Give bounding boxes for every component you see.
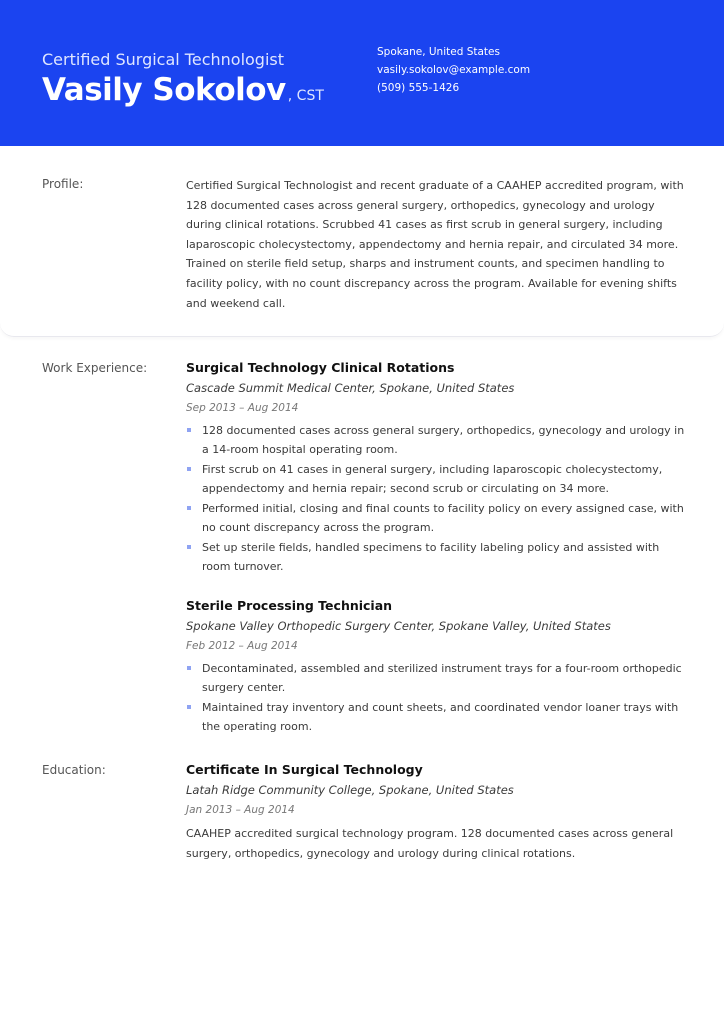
education-text: CAAHEP accredited surgical technology program. 128 documented cases across general surgery, orthopedics, gynecology and urology during clinical rotations. xyxy=(186,827,674,860)
education-label: Education: xyxy=(42,763,106,777)
job-bullets xyxy=(186,422,686,576)
education-section xyxy=(186,760,686,863)
bullet-square-icon xyxy=(187,666,191,670)
contact-block xyxy=(377,43,530,97)
work-label: Work Experience: xyxy=(42,361,148,375)
job-title: Sterile Processing Technician xyxy=(186,598,393,613)
bullet-square-icon xyxy=(187,428,191,432)
job-organization: Cascade Summit Medical Center, Spokane, United States xyxy=(186,381,515,395)
contact-phone[interactable]: (509) 555-1426 xyxy=(377,82,460,94)
list-item: Performed initial, closing and final counts to facility policy on every assigned case, with no count discrepancy across the program. xyxy=(186,500,686,537)
resume-header xyxy=(0,0,724,146)
job-organization: Spokane Valley Orthopedic Surgery Center, Spokane Valley, United States xyxy=(186,619,611,633)
education-dates: Jan 2013 – Aug 2014 xyxy=(186,804,295,816)
bullet-square-icon xyxy=(187,705,191,709)
school-name: Latah Ridge Community College, Spokane, United States xyxy=(186,783,514,797)
profile-section xyxy=(186,176,686,313)
bullet-square-icon xyxy=(187,467,191,471)
list-item: Set up sterile fields, handled specimens to facility labeling policy and assisted with room turnover. xyxy=(186,539,686,576)
work-section xyxy=(186,358,686,578)
bullet-square-icon xyxy=(187,506,191,510)
list-item: 128 documented cases across general surgery, orthopedics, gynecology and urology in a 14-room hospital operating room. xyxy=(186,422,686,459)
job-dates: Sep 2013 – Aug 2014 xyxy=(186,402,299,414)
section-divider xyxy=(0,322,724,337)
job-entry xyxy=(186,596,686,736)
job-bullets xyxy=(186,660,686,736)
bullet-square-icon xyxy=(187,545,191,549)
job-title: Surgical Technology Clinical Rotations xyxy=(186,360,455,375)
list-item: Maintained tray inventory and count sheets, and coordinated vendor loaner trays with the operating room. xyxy=(186,699,686,736)
job-subtitle: Certified Surgical Technologist xyxy=(42,50,285,69)
credential: , CST xyxy=(287,88,324,104)
job-entry xyxy=(186,358,686,576)
contact-location: Spokane, United States xyxy=(377,46,500,58)
job-dates: Feb 2012 – Aug 2014 xyxy=(186,640,298,652)
contact-email[interactable]: vasily.sokolov@example.com xyxy=(377,64,531,76)
list-item: Decontaminated, assembled and sterilized instrument trays for a four-room orthopedic surgery center. xyxy=(186,660,686,697)
name-line xyxy=(42,72,324,108)
profile-text: Certified Surgical Technologist and recent graduate of a CAAHEP accredited program, with 128 documented cases across general surgery, orthopedics, gynecology and urology during clinical rotations. Scrubbed 41 cases as first scrub in general surgery, including laparoscopic cholecystectomy, appendectomy and hernia repair, and circulated 34 more. Trained on sterile field setup, sharps and instrument counts, and specimen handling to facility policy, with no count discrepancy across the program. Available for evening shifts and weekend call. xyxy=(186,179,684,310)
candidate-name: Vasily Sokolov xyxy=(42,72,286,108)
work-section-2 xyxy=(186,596,686,738)
profile-label: Profile: xyxy=(42,177,84,191)
degree-title: Certificate In Surgical Technology xyxy=(186,762,423,777)
list-item: First scrub on 41 cases in general surgery, including laparoscopic cholecystectomy, appendectomy and hernia repair; second scrub or circulating on 34 more. xyxy=(186,461,686,498)
